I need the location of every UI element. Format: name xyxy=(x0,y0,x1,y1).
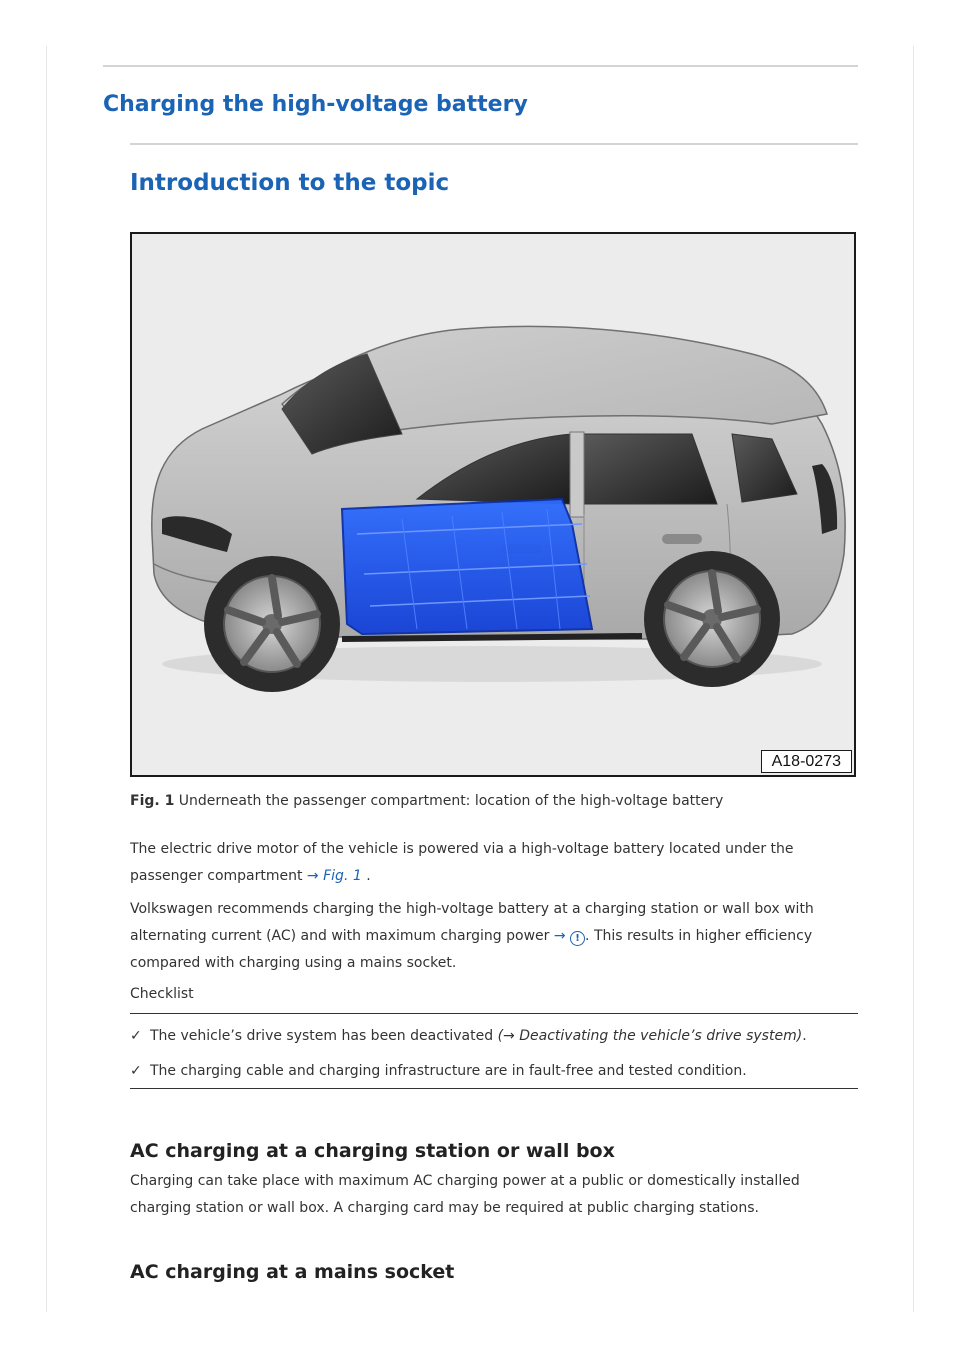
arrow-icon: → xyxy=(306,868,319,884)
intro-paragraph-1 xyxy=(130,836,850,890)
topic-title: Introduction to the topic xyxy=(130,170,450,196)
checklist-item xyxy=(130,1063,747,1079)
ac-station-heading: AC charging at a charging station or wall box xyxy=(130,1140,615,1162)
side-sill xyxy=(342,636,642,639)
front-wheel xyxy=(204,556,340,692)
checklist-item xyxy=(130,1028,807,1044)
checklist-item-text: The charging cable and charging infrastructure are in fault-free and tested condition. xyxy=(150,1063,747,1079)
ac-mains-heading: AC charging at a mains socket xyxy=(130,1261,455,1283)
cross-reference-link[interactable]: (→ Deactivating the vehicle’s drive system) xyxy=(497,1028,803,1044)
figure-link[interactable]: Fig. 1 xyxy=(323,868,362,884)
door-handle-rear xyxy=(662,534,702,544)
figure-code: A18-0273 xyxy=(761,750,852,773)
rear-wheel xyxy=(644,551,780,687)
figure-caption-label: Fig. 1 xyxy=(130,793,175,809)
high-voltage-battery xyxy=(342,499,592,634)
section-rule xyxy=(130,143,858,145)
checkmark-icon: ✓ xyxy=(130,1028,142,1044)
intro-p1-end: . xyxy=(361,868,371,884)
checkmark-icon: ✓ xyxy=(130,1063,142,1079)
checklist-rule-bottom xyxy=(130,1088,858,1089)
b-pillar xyxy=(570,432,584,517)
checklist-title: Checklist xyxy=(130,986,194,1002)
intro-p2-text: Volkswagen recommends charging the high-voltage battery at a charging station or wall box with alternating current (AC) and with maximum charging power xyxy=(130,901,814,944)
warning-notice-icon[interactable]: ! xyxy=(570,931,585,946)
figure-caption xyxy=(130,793,723,809)
intro-p2-end: . This results in higher efficiency compared with charging using a mains socket. xyxy=(130,928,813,971)
arrow-icon: → xyxy=(553,928,566,944)
figure-car-battery xyxy=(130,232,856,777)
top-rule xyxy=(103,65,858,67)
ac-station-paragraph: Charging can take place with maximum AC charging power at a public or domestically installed charging station or wall box. A charging card may be required at public charging stations. xyxy=(130,1173,800,1216)
car-illustration xyxy=(132,234,854,775)
checklist-rule-top xyxy=(130,1013,858,1014)
section-title: Charging the high-voltage battery xyxy=(103,92,528,117)
intro-paragraph-2 xyxy=(130,896,850,977)
page-border-left xyxy=(46,46,47,1312)
checklist-item-text: The vehicle’s drive system has been deactivated xyxy=(150,1028,498,1044)
page-border-right xyxy=(913,46,914,1312)
intro-p1-text: The electric drive motor of the vehicle is powered via a high-voltage battery located under the passenger compartment xyxy=(130,841,794,884)
checklist-item-end: . xyxy=(802,1028,807,1044)
figure-caption-text: Underneath the passenger compartment: location of the high-voltage battery xyxy=(178,793,724,809)
